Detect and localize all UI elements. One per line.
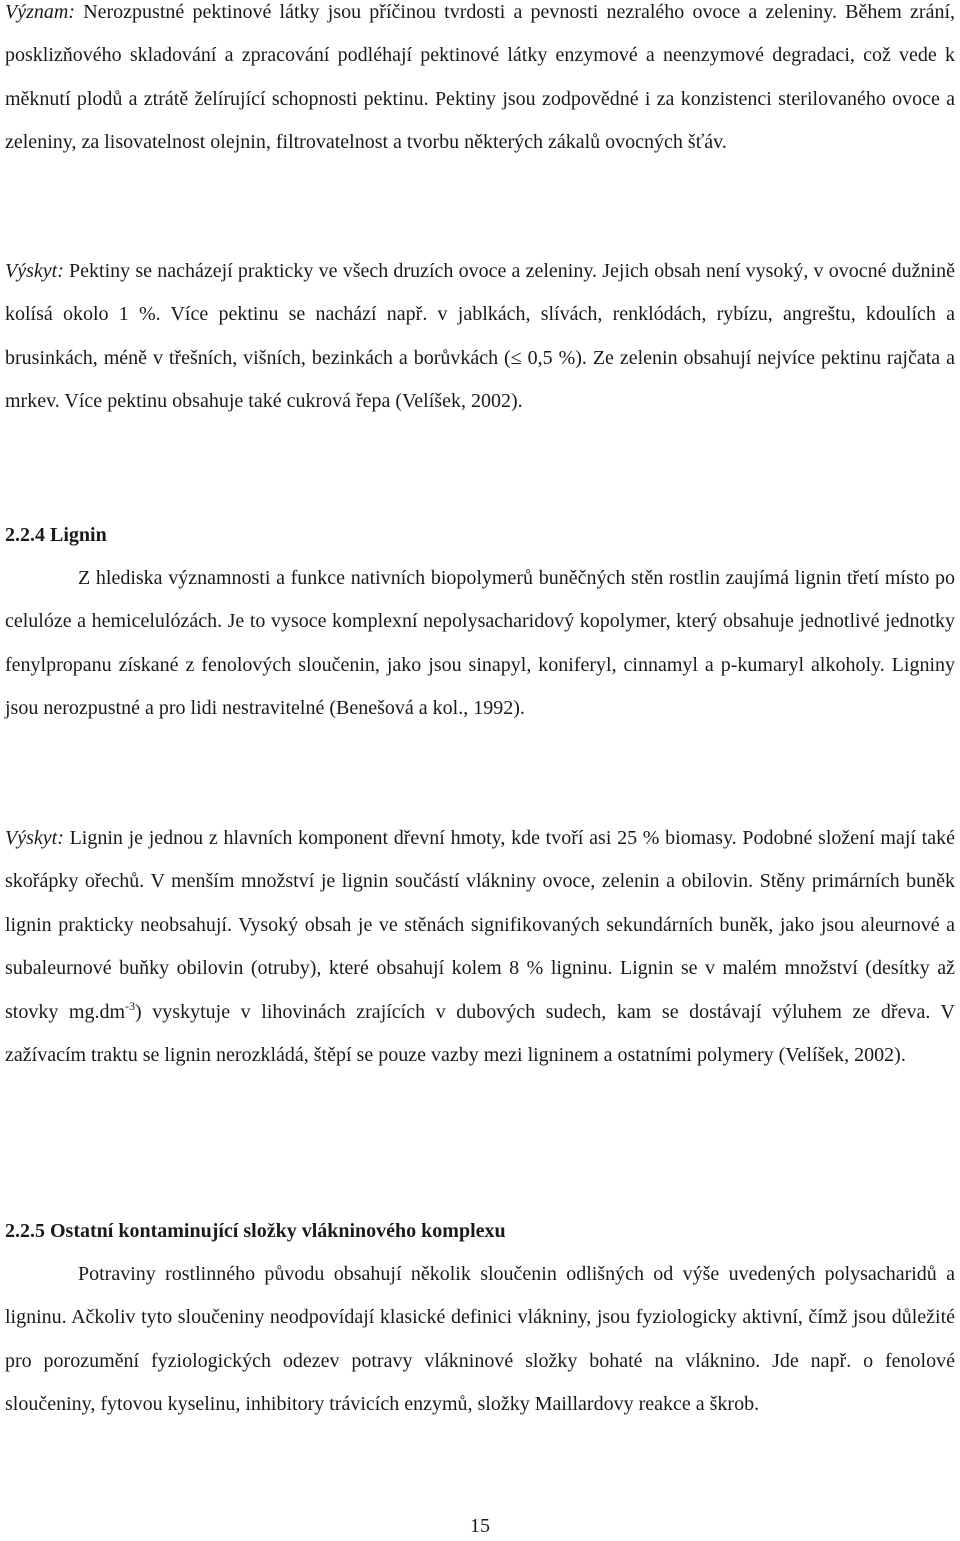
other-components-paragraph xyxy=(5,1253,955,1427)
other-components-text: Potraviny rostlinného původu obsahují několik sloučenin odlišných od výše uvedených polysacharidů a ligninu. Ačkoliv tyto sloučeniny neodpovídají klasické definici vlákniny, jsou fyziologicky aktivní, čímž jsou důležité pro porozumění fyziologických odezev potravy vlákninové složky bohaté na vláknino. Jde např. o fenolové sloučeniny, fytovou kyselinu, inhibitory trávicích enzymů, složky Maillardovy reakce a škrob. xyxy=(5,1263,955,1416)
lignin-occurrence-paragraph xyxy=(5,817,955,1077)
lignin-occurrence-text-part2: ) vyskytuje v lihovinách zrajících v dubových sudech, kam se dostávají výluhem ze dřeva. V zažívacím traktu se lignin nerozkládá, štěpí se pouze vazby mezi ligninem a ostatními polymery (Velíšek, 2002). xyxy=(5,1000,955,1067)
unit-superscript: -3 xyxy=(125,998,136,1013)
occurrence-label: Výskyt: xyxy=(5,827,64,849)
page-number: 15 xyxy=(470,1515,490,1537)
pectin-occurrence-paragraph xyxy=(5,250,955,424)
lignin-occurrence-text-part1: Lignin je jednou z hlavních komponent dřevní hmoty, kde tvoří asi 25 % biomasy. Podobné složení mají také skořápky ořechů. V menším množství je lignin součástí vlákniny ovoce, zelenin a obilovin. Stěny primárních buněk lignin prakticky neobsahují. Vysoký obsah je ve stěnách signifikovaných sekundárních buněk, jako jsou aleurnové a subaleurnové buňky obilovin (otruby), které obsahují kolem 8 % ligninu. Lignin se v malém množství (desítky až stovky mg.dm xyxy=(5,827,955,1023)
pectin-meaning-text: Nerozpustné pektinové látky jsou příčinou tvrdosti a pevnosti nezralého ovoce a zeleniny. Během zrání, posklizňového skladování a zpracování podléhají pektinové látky enzymové a neenzymové degradaci, což vede k měknutí plodů a ztrátě želírující schopnosti pektinu. Pektiny jsou zodpovědné i za konzistenci sterilovaného ovoce a zeleniny, za lisovatelnost olejnin, filtrovatelnost a tvorbu některých zákalů ovocných šťáv. xyxy=(5,1,955,154)
lignin-heading: 2.2.4 Lignin xyxy=(5,524,107,546)
lignin-paragraph xyxy=(5,557,955,731)
meaning-label: Význam: xyxy=(5,1,75,23)
other-components-heading: 2.2.5 Ostatní kontaminující složky vlákninového komplexu xyxy=(5,1220,506,1242)
lignin-text: Z hlediska významnosti a funkce nativních biopolymerů buněčných stěn rostlin zaujímá lignin třetí místo po celulóze a hemicelulózách. Je to vysoce komplexní nepolysacharidový kopolymer, který obsahuje jednotlivé jednotky fenylpropanu získané z fenolových sloučenin, jako jsou sinapyl, koniferyl, cinnamyl a p-kumaryl alkoholy. Ligniny jsou nerozpustné a pro lidi nestravitelné (Benešová a kol., 1992). xyxy=(5,567,955,720)
pectin-occurrence-text: Pektiny se nacházejí prakticky ve všech druzích ovoce a zeleniny. Jejich obsah není vysoký, v ovocné dužnině kolísá okolo 1 %. Více pektinu se nachází např. v jablkách, slívách, renklódách, rybízu, angreštu, kdoulích a brusinkách, méně v třešních, višních, bezinkách a borůvkách (≤ 0,5 %). Ze zelenin obsahují nejvíce pektinu rajčata a mrkev. Více pektinu obsahuje také cukrová řepa (Velíšek, 2002). xyxy=(5,260,955,413)
pectin-meaning-paragraph xyxy=(5,0,955,165)
occurrence-label: Výskyt: xyxy=(5,260,64,282)
